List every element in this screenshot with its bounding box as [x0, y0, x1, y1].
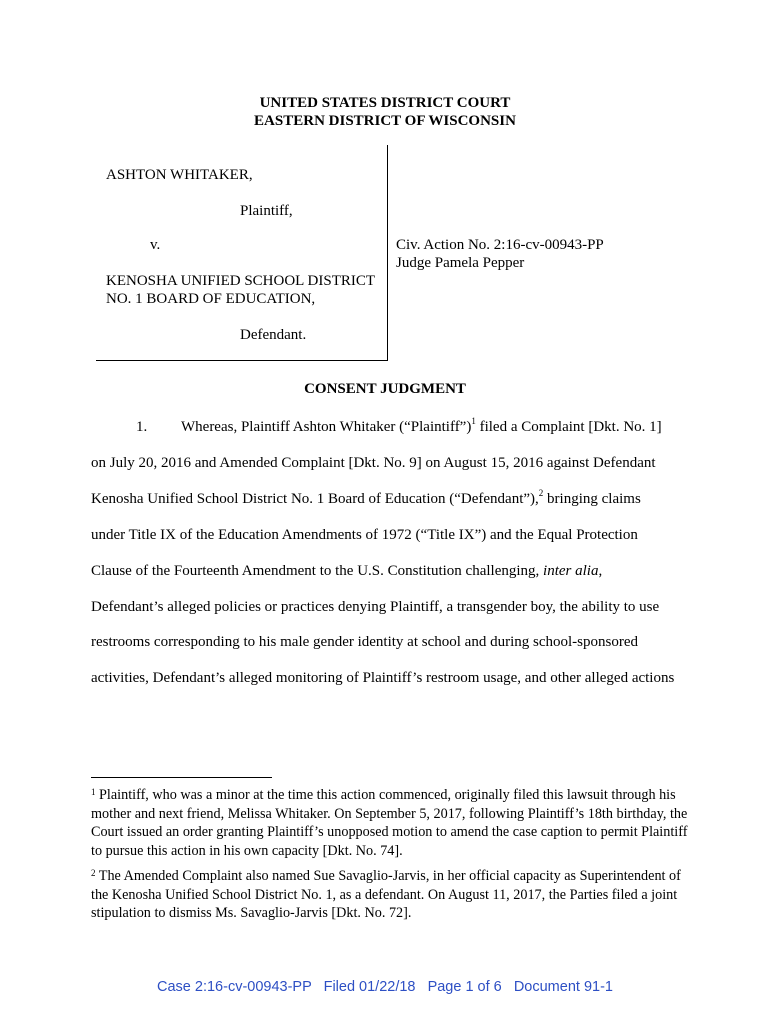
paragraph-line-7: restrooms corresponding to his male gender identity at school and during school-sponsored — [91, 634, 638, 650]
paragraph-line-5 — [91, 563, 602, 580]
paragraph-line-2: on July 20, 2016 and Amended Complaint [Dkt. No. 9] on August 15, 2016 against Defendant — [91, 455, 656, 471]
footnote-ref-1: 1 — [471, 416, 476, 426]
defendant-role: Defendant. — [240, 327, 307, 343]
footnote-text: The Amended Complaint also named Sue Savaglio-Jarvis, in her official capacity as Superintendent of the Kenosha Unified School District No. 1, as a defendant. On August 11, 2017, the Parties filed a joint stipulation to dismiss Ms. Savaglio-Jarvis [Dkt. No. 72]. — [91, 868, 681, 921]
footnote-ref-2: 2 — [538, 488, 544, 498]
plaintiff-name: ASHTON WHITAKER, — [106, 167, 253, 183]
judge-name: Judge Pamela Pepper — [396, 255, 525, 271]
footnote-marker: 2 — [91, 868, 96, 878]
footnote-1 — [91, 786, 691, 860]
line-text: Kenosha Unified School District No. 1 Board of Education (“Defendant”), — [91, 491, 539, 507]
paragraph-line-3 — [91, 488, 641, 508]
footnote-separator — [91, 777, 272, 778]
line-text: Whereas, Plaintiff Ashton Whitaker (“Plaintiff”) — [181, 419, 472, 435]
defendant-name-line1: KENOSHA UNIFIED SCHOOL DISTRICT — [106, 273, 376, 289]
line-text: filed a Complaint [Dkt. No. 1] — [475, 419, 662, 435]
paragraph-line-4: under Title IX of the Education Amendments of 1972 (“Title IX”) and the Equal Protection — [91, 527, 638, 543]
paragraph-line-6: Defendant’s alleged policies or practices denying Plaintiff, a transgender boy, the ability to use — [91, 599, 660, 615]
line-text: bringing claims — [543, 491, 641, 507]
footnote-marker: 1 — [91, 787, 96, 797]
footnote-text: Plaintiff, who was a minor at the time this action commenced, originally filed this lawsuit through his mother and next friend, Melissa Whitaker. On September 5, 2017, following Plaintiff’s 18th birthday, the Court issued an order granting Plaintiff’s unopposed motion to amend the case caption to permit Plaintiff to pursue this action in his own capacity [Dkt. No. 74]. — [91, 787, 688, 859]
footnote-2 — [91, 867, 691, 923]
versus: v. — [150, 237, 161, 253]
line-text: , — [598, 563, 603, 579]
court-name: UNITED STATES DISTRICT COURT — [259, 95, 511, 111]
document-title: CONSENT JUDGMENT — [304, 381, 466, 397]
paragraph-line-1 — [181, 416, 662, 436]
case-number: Civ. Action No. 2:16-cv-00943-PP — [396, 237, 604, 253]
court-district: EASTERN DISTRICT OF WISCONSIN — [254, 113, 516, 129]
plaintiff-role: Plaintiff, — [240, 203, 293, 219]
paragraph-line-8: activities, Defendant’s alleged monitoring of Plaintiff’s restroom usage, and other alleged actions — [91, 670, 675, 686]
paragraph-number: 1. — [136, 419, 148, 435]
caption-horizontal-rule — [96, 360, 388, 361]
ecf-footer: Case 2:16-cv-00943-PP Filed 01/22/18 Page 1 of 6 Document 91-1 — [157, 979, 613, 995]
caption-vertical-rule — [387, 145, 388, 361]
italic-term: inter alia — [543, 563, 599, 579]
defendant-name-line2: NO. 1 BOARD OF EDUCATION, — [106, 291, 316, 307]
line-text: Clause of the Fourteenth Amendment to the U.S. Constitution challenging, — [91, 563, 544, 579]
